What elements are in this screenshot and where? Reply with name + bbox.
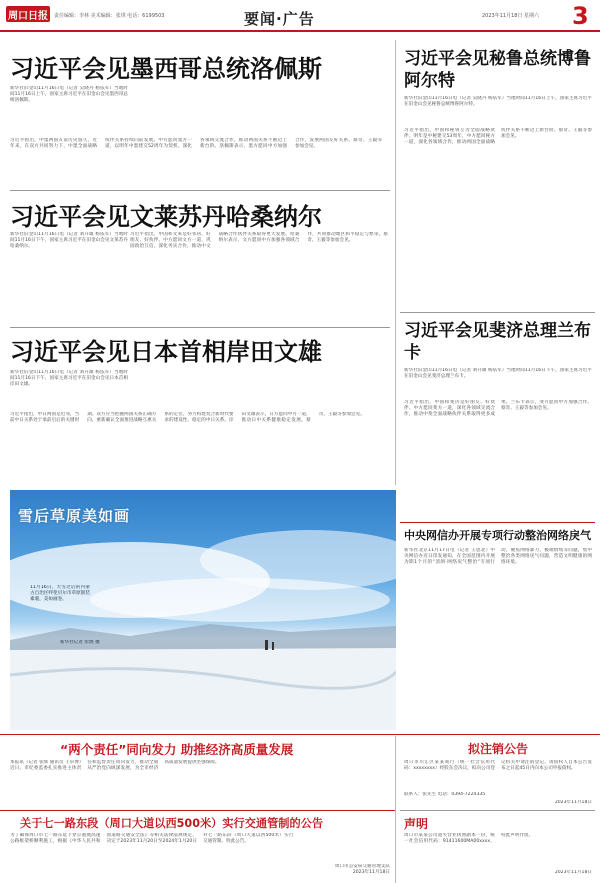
mexico-headline: 习近平会见墨西哥总统洛佩斯	[10, 55, 322, 83]
japan-dateline: 新华社旧金山11月16日电（记者 刘开雄 杨依军）当地时间11月16日下午，国家主席习近平在旧金山会见日本首相岸田文雄。	[10, 370, 128, 388]
brunei-body: 习近平指出，中国和文莱是好邻居、好朋友、好伙伴。中方愿同文方一道，巩固政治互信，深化务实合作，推动中文战略合作伙伴关系取得更大发展。哈桑纳尔表示，文方愿同中方加强各领域合作，共同推动地区和平稳定与繁荣。蔡奇、王毅等参加会见。	[130, 232, 388, 250]
fiji-dateline: 新华社旧金山11月16日电（记者 刘开雄 杨依军）当地时间11月16日下午，国家主席习近平在旧金山会见斐济总理兰布卡。	[404, 368, 592, 380]
traffic-body: 为了确保周口市七一路东延下穿京港澳高速公路框架桥顺利施工，根据《中华人民共和国道路交通安全法》等相关法律法规规定，决定于2023年11月20日至2024年1月20日对七一路东段（周口大道以西500米）实行交通管制。特此公告。	[10, 833, 294, 845]
two-resp-headline: “两个责任”同向发力 助推经济高质量发展	[60, 742, 294, 757]
cancel-contact: 联系人：张先生 电话：0394-7224335	[404, 792, 486, 797]
masthead-rule	[0, 30, 600, 32]
column-divider	[395, 40, 396, 485]
divider	[10, 190, 390, 191]
section-title: 要闻·广告	[244, 10, 315, 28]
fiji-body: 习近平指出，中国和斐济是好朋友、好伙伴。中方愿同斐方一道，深化各领域交流合作，推动中斐全面战略伙伴关系取得更多成果。兰布卡表示，斐方愿同中方加强合作。蔡奇、王毅等参加会见。	[404, 400, 592, 418]
statement-date: 2023年11月18日	[554, 870, 592, 875]
divider	[400, 522, 595, 523]
brunei-dateline: 新华社旧金山11月16日电（记者 刘开雄 杨依军）当地时间11月16日下午，国家主席习近平在旧金山会见文莱苏丹哈桑纳尔。	[10, 232, 128, 250]
peru-dateline: 新华社旧金山11月16日电（记者 吴晓丹 杨依军）当地时间11月16日上午，国家主席习近平在旧金山会见秘鲁总统博鲁阿尔特。	[404, 96, 592, 108]
divider	[10, 327, 390, 328]
page-number: 3	[572, 2, 589, 30]
cancel-body: 周口市川汇区某某商行（统一社会信用代码：xxxxxxxx）经股东会决议，拟向公司登记机关申请注销登记，请债权人自本公告发布之日起45日内向本公司申报债权。	[404, 760, 592, 772]
cancel-headline: 拟注销公告	[468, 742, 529, 756]
divider	[0, 810, 395, 811]
brunei-headline: 习近平会见文莱苏丹哈桑纳尔	[10, 203, 322, 231]
two-resp-body: 本报讯（记者 张辉 通讯员 王卓博）近日，市纪委监委扎实推进主体责任和监督责任同向发力，推动全面从严治党向纵深发展，为全市经济高质量发展提供坚强保障。	[10, 760, 220, 772]
masthead	[0, 0, 600, 34]
photo-credit: 新华社记者 彭源 摄	[60, 640, 100, 645]
photo-caption: 11月16日，大雪过后的内蒙古自治区呼伦贝尔市草原银装素裹，美如画卷。	[30, 585, 90, 603]
divider	[400, 810, 595, 811]
traffic-signature: 周口市公安局交通管理支队 2023年11月18日	[334, 864, 390, 876]
network-body: 新华社北京11月17日电（记者 王思北）中央网信办近日印发通知，在全国范围内开展为期1个月的“清朗·网络戾气整治”专项行动，聚焦网络暴力、极端情绪等问题，集中整治各类网络戾气问题，营造文明健康的网络环境。	[404, 548, 592, 566]
divider	[0, 734, 600, 735]
statement-body: 周口市某某公司遗失营业执照副本一份，统一社会信用代码：91411600MA00xxxx，特此声明作废。	[404, 833, 534, 845]
issue-date: 2023年11月18日 星期六	[482, 13, 540, 19]
peru-headline-1: 习近平会见秘鲁总统博鲁阿尔特	[404, 49, 591, 91]
mexico-body: 习近平指出，中墨两国友谊历史悠久，近年来，在双方共同努力下，中墨全面战略伙伴关系持续向前发展。中方愿同墨方一道，以明年中墨建交52周年为契机，深化各领域交流合作，推动两国关系不断迈上新台阶。洛佩斯表示，墨方愿同中方加强合作，发展两国友好关系。蔡奇、王毅等参加会见。	[10, 138, 382, 150]
divider	[400, 312, 595, 313]
peru-body: 习近平指出，中国和秘鲁互为全面战略伙伴。明年是中秘建交53周年，中方愿同秘方一道，深化各领域合作，推动两国全面战略伙伴关系不断迈上新台阶。蔡奇、王毅等参加会见。	[404, 128, 592, 146]
statement-headline: 声明	[404, 817, 429, 831]
traffic-headline: 关于七一路东段（周口大道以西500米）实行交通管制的公告	[20, 817, 324, 830]
mexico-dateline: 新华社旧金山11月16日电（记者 吴晓丹 杨依军）当地时间11月16日上午，国家主席习近平在旧金山会见墨西哥总统洛佩斯。	[10, 86, 128, 104]
fiji-headline: 习近平会见斐济总理兰布卡	[404, 321, 591, 363]
japan-body: 习近平指出，中日两国是近邻，当前中日关系处于承前启后的关键时期。双方应当把握两国关系正确方向，重新确认全面推进战略互惠关系的定位，努力构建契合新时代要求的建设性、稳定的中日关系。岸田文雄表示，日方愿同中方一道，推动日中关系健康稳定发展。蔡奇、王毅等参加会见。	[10, 412, 365, 424]
cancel-date: 2023年11月18日	[554, 800, 592, 805]
column-divider	[395, 736, 396, 883]
network-headline: 中央网信办开展专项行动整治网络戾气	[404, 529, 591, 542]
japan-headline: 习近平会见日本首相岸田文雄	[10, 338, 322, 366]
logo-text: 周口日报	[8, 11, 48, 22]
photo-title: 雪后草原美如画	[18, 507, 131, 525]
masthead-info: 责任编辑：李林 美术编辑：张琪 电话：6199503	[54, 13, 165, 19]
